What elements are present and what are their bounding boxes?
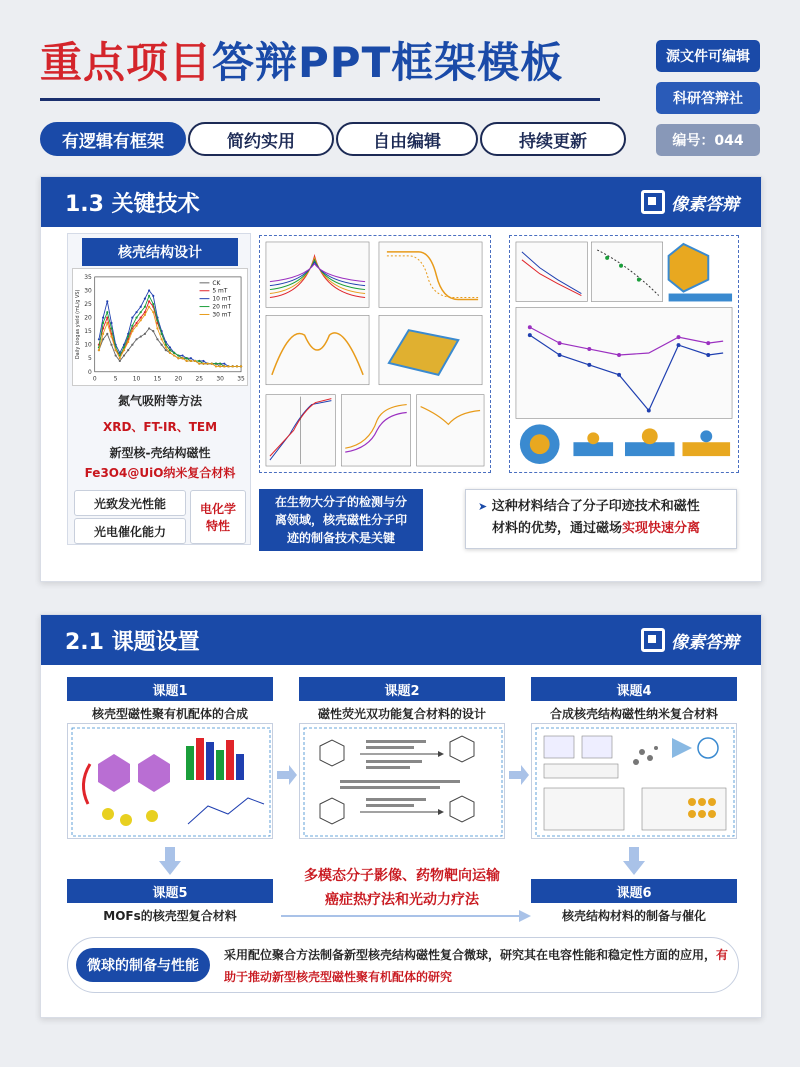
series-point xyxy=(148,295,150,297)
series-point xyxy=(169,352,171,354)
series-point xyxy=(123,354,125,356)
series-point xyxy=(165,349,167,351)
topic-4-title: 合成核壳结构磁性纳米复合材料 xyxy=(549,707,718,721)
series-point xyxy=(202,363,204,365)
topic-6-title: 核壳结构材料的制备与催化 xyxy=(561,909,706,923)
x-tick-label: 5 xyxy=(113,375,118,383)
series-point xyxy=(219,363,221,365)
series-point xyxy=(135,322,137,324)
series-point xyxy=(215,365,217,367)
series-point xyxy=(148,289,150,291)
series-point xyxy=(144,298,146,300)
series-point xyxy=(106,300,108,302)
series-point xyxy=(190,360,192,362)
series-point xyxy=(127,341,129,343)
series-point xyxy=(198,363,200,365)
series-point xyxy=(106,333,108,335)
topic-1-figure-svg xyxy=(68,724,274,840)
application-line-1: 多模态分子影像、药物靶向运输 xyxy=(304,868,500,884)
series-point xyxy=(181,357,183,359)
microsphere-highlight: 有助于推动新型核壳型磁性聚有机配体的研究 xyxy=(224,948,729,984)
title-blue: 答辩PPT框架模板 xyxy=(212,38,564,87)
series-point xyxy=(232,365,234,367)
legend-entry: 5 mT xyxy=(212,287,228,295)
badge-publisher: 科研答辩社 xyxy=(656,82,760,114)
section-heading: 2.1 课题设置 xyxy=(65,629,200,655)
chip-electrochem-line2: 特性 xyxy=(205,519,230,533)
series-point xyxy=(110,327,112,329)
legend-entry: CK xyxy=(212,279,221,287)
microsphere-text xyxy=(224,944,730,988)
topic-5-title: MOFs的核壳型复合材料 xyxy=(103,909,237,923)
material-line-1: 新型核-壳结构磁性 xyxy=(109,446,211,460)
series-point xyxy=(144,306,146,308)
series-point xyxy=(102,333,104,335)
series-point xyxy=(198,360,200,362)
y-tick-label: 0 xyxy=(88,368,92,376)
series-point xyxy=(127,349,129,351)
series-point xyxy=(131,344,133,346)
series-point xyxy=(140,319,142,321)
series-point xyxy=(140,335,142,337)
pill-update[interactable]: 持续更新 xyxy=(480,122,626,156)
series-point xyxy=(219,365,221,367)
brand-logo xyxy=(641,628,739,653)
series-point xyxy=(131,330,133,332)
title-underline xyxy=(40,98,600,101)
pill-logic[interactable]: 有逻辑有框架 xyxy=(40,122,186,156)
series-point xyxy=(127,335,129,337)
series-point xyxy=(169,349,171,351)
topic-4-header: 课题4 xyxy=(531,677,737,701)
application-line-2: 癌症热疗法和光动力疗法 xyxy=(325,892,479,908)
pill-simple[interactable]: 简约实用 xyxy=(188,122,334,156)
series-point xyxy=(207,363,209,365)
series-point xyxy=(161,333,163,335)
topic-2-figure-svg xyxy=(300,724,506,840)
series-point xyxy=(177,354,179,356)
series-point xyxy=(161,338,163,340)
series-point xyxy=(115,354,117,356)
series-point xyxy=(140,311,142,313)
x-tick-label: 15 xyxy=(153,375,162,383)
series-point xyxy=(144,333,146,335)
callout-line-1 xyxy=(478,496,726,518)
callout-text-1: 这种材料结合了分子印迹技术和磁性 xyxy=(491,499,700,514)
series-point xyxy=(148,300,150,302)
y-axis-label: Daily biogas yield (mL/g VS) xyxy=(74,289,81,360)
series-point xyxy=(156,327,158,329)
series-point xyxy=(215,363,217,365)
topic-4-figure xyxy=(531,723,737,839)
y-tick-label: 30 xyxy=(84,287,92,295)
chip-electrochem-line1: 电化学 xyxy=(199,502,236,516)
brand-logo xyxy=(641,190,739,215)
series-point xyxy=(152,295,154,297)
chip-photoelectro: 光电催化能力 xyxy=(74,518,186,544)
section-header xyxy=(41,177,761,227)
material-line-2: Fe3O4@UiO纳米复合材料 xyxy=(84,466,236,480)
pill-edit[interactable]: 自由编辑 xyxy=(336,122,478,156)
topic-1-header: 课题1 xyxy=(67,677,273,701)
series-point xyxy=(135,311,137,313)
series-point xyxy=(119,357,121,359)
series-point xyxy=(98,338,100,340)
y-tick-label: 25 xyxy=(84,301,92,309)
arrow-right-icon xyxy=(275,765,299,785)
badge-number: 编号：044 xyxy=(656,124,760,156)
legend-entry: 20 mT xyxy=(212,303,232,311)
series-point xyxy=(186,360,188,362)
microsphere-desc: 采用配位聚合方法制备新型核壳结构磁性复合微球，研究其在电容性能和稳定性方面的应用， xyxy=(224,948,717,962)
page-title xyxy=(40,30,563,90)
series-point xyxy=(186,357,188,359)
key-tech-line-2: 离领域，核壳磁性分子印 xyxy=(274,513,407,527)
series-point xyxy=(98,349,100,351)
panel-tag: 核壳结构设计 xyxy=(82,238,238,266)
title-red: 重点项目 xyxy=(40,38,213,87)
method-text: 氮气吸附等方法 xyxy=(117,394,202,408)
series-point xyxy=(202,360,204,362)
biogas-chart xyxy=(72,268,248,386)
legend-entry: 30 mT xyxy=(212,311,232,319)
callout-text-2: 材料的优势，通过磁场 xyxy=(492,521,623,536)
section-heading: 1.3 关键技术 xyxy=(65,191,200,217)
series-point xyxy=(102,316,104,318)
series-point xyxy=(148,327,150,329)
magnetic-figure xyxy=(259,235,491,473)
series-point xyxy=(123,349,125,351)
brand-mark-icon xyxy=(641,190,665,214)
series-point xyxy=(156,319,158,321)
series-point xyxy=(177,357,179,359)
key-tech-line-1: 在生物大分子的检测与分 xyxy=(274,495,407,509)
topic-4-figure-svg xyxy=(532,724,738,840)
chip-photoluminescence: 光致发光性能 xyxy=(74,490,186,516)
series-point xyxy=(190,357,192,359)
series-point xyxy=(119,360,121,362)
chip-electrochem xyxy=(190,490,246,544)
topic-1-title: 核壳型磁性聚有机配体的合成 xyxy=(91,707,248,721)
catalysis-figure-svg xyxy=(510,236,738,472)
callout-highlight: 实现快速分离 xyxy=(622,521,701,536)
series-point xyxy=(211,363,213,365)
series-point xyxy=(135,325,137,327)
series-point xyxy=(106,311,108,313)
series-point xyxy=(106,322,108,324)
legend-entry: 10 mT xyxy=(212,295,232,303)
series-point xyxy=(144,314,146,316)
catalysis-figure xyxy=(509,235,739,473)
series-point xyxy=(140,306,142,308)
callout-arrow-icon: ➤ xyxy=(478,500,488,513)
key-tech-note xyxy=(259,489,423,551)
series-point xyxy=(173,354,175,356)
magnetic-figure-svg xyxy=(260,236,490,472)
cluster-models xyxy=(520,424,730,464)
long-arrow-icon xyxy=(281,909,531,923)
y-tick-label: 35 xyxy=(84,273,92,281)
badge-editable: 源文件可编辑 xyxy=(656,40,760,72)
y-tick-label: 15 xyxy=(84,328,92,336)
series-point xyxy=(152,330,154,332)
series-point xyxy=(173,352,175,354)
key-tech-line-3: 迹的制备技术是关键 xyxy=(286,531,395,545)
series-point xyxy=(165,346,167,348)
microsphere-pill: 微球的制备与性能 xyxy=(76,948,210,982)
series-point xyxy=(227,365,229,367)
topic-2-title: 磁性荧光双功能复合材料的设计 xyxy=(317,707,486,721)
series-point xyxy=(115,349,117,351)
series-point xyxy=(140,316,142,318)
core-shell-panel xyxy=(67,233,251,545)
series-point xyxy=(131,325,133,327)
x-tick-label: 20 xyxy=(174,375,183,383)
y-tick-label: 10 xyxy=(84,341,92,349)
arrow-right-icon xyxy=(507,765,531,785)
series-point xyxy=(240,365,242,367)
series-point xyxy=(169,346,171,348)
callout-line-2 xyxy=(478,518,726,540)
series-point xyxy=(236,365,238,367)
y-tick-label: 20 xyxy=(84,314,92,322)
section-topics xyxy=(40,614,762,1018)
series-point xyxy=(156,338,158,340)
brand-name: 像素答辩 xyxy=(671,632,739,653)
series-point xyxy=(148,306,150,308)
series-point xyxy=(181,354,183,356)
topic-6-header: 课题6 xyxy=(531,879,737,903)
series-point xyxy=(110,344,112,346)
series-point xyxy=(152,303,154,305)
series-point xyxy=(223,365,225,367)
brand-name: 像素答辩 xyxy=(671,194,739,215)
technique-text: XRD、FT-IR、TEM xyxy=(102,420,218,434)
series-point xyxy=(102,322,104,324)
series-point xyxy=(131,316,133,318)
advantage-callout xyxy=(465,489,737,549)
x-tick-label: 30 xyxy=(216,375,224,383)
topic-1-figure xyxy=(67,723,273,839)
x-tick-label: 10 xyxy=(132,375,141,383)
section-key-tech xyxy=(40,176,762,582)
topic-2-header: 课题2 xyxy=(299,677,505,701)
series-point xyxy=(135,316,137,318)
brand-mark-icon xyxy=(641,628,665,652)
series-point xyxy=(110,335,112,337)
series-point xyxy=(152,311,154,313)
y-tick-label: 5 xyxy=(88,355,92,363)
series-point xyxy=(161,344,163,346)
biogas-chart-svg xyxy=(73,269,247,386)
x-tick-label: 35 xyxy=(237,375,245,383)
section-header xyxy=(41,615,761,665)
topic-2-figure xyxy=(299,723,505,839)
microsphere-row xyxy=(67,937,739,993)
series-point xyxy=(223,363,225,365)
x-tick-label: 0 xyxy=(92,375,97,383)
series-point xyxy=(135,338,137,340)
topic-5-header: 课题5 xyxy=(67,879,273,903)
x-tick-label: 25 xyxy=(195,375,204,383)
series-point xyxy=(194,360,196,362)
